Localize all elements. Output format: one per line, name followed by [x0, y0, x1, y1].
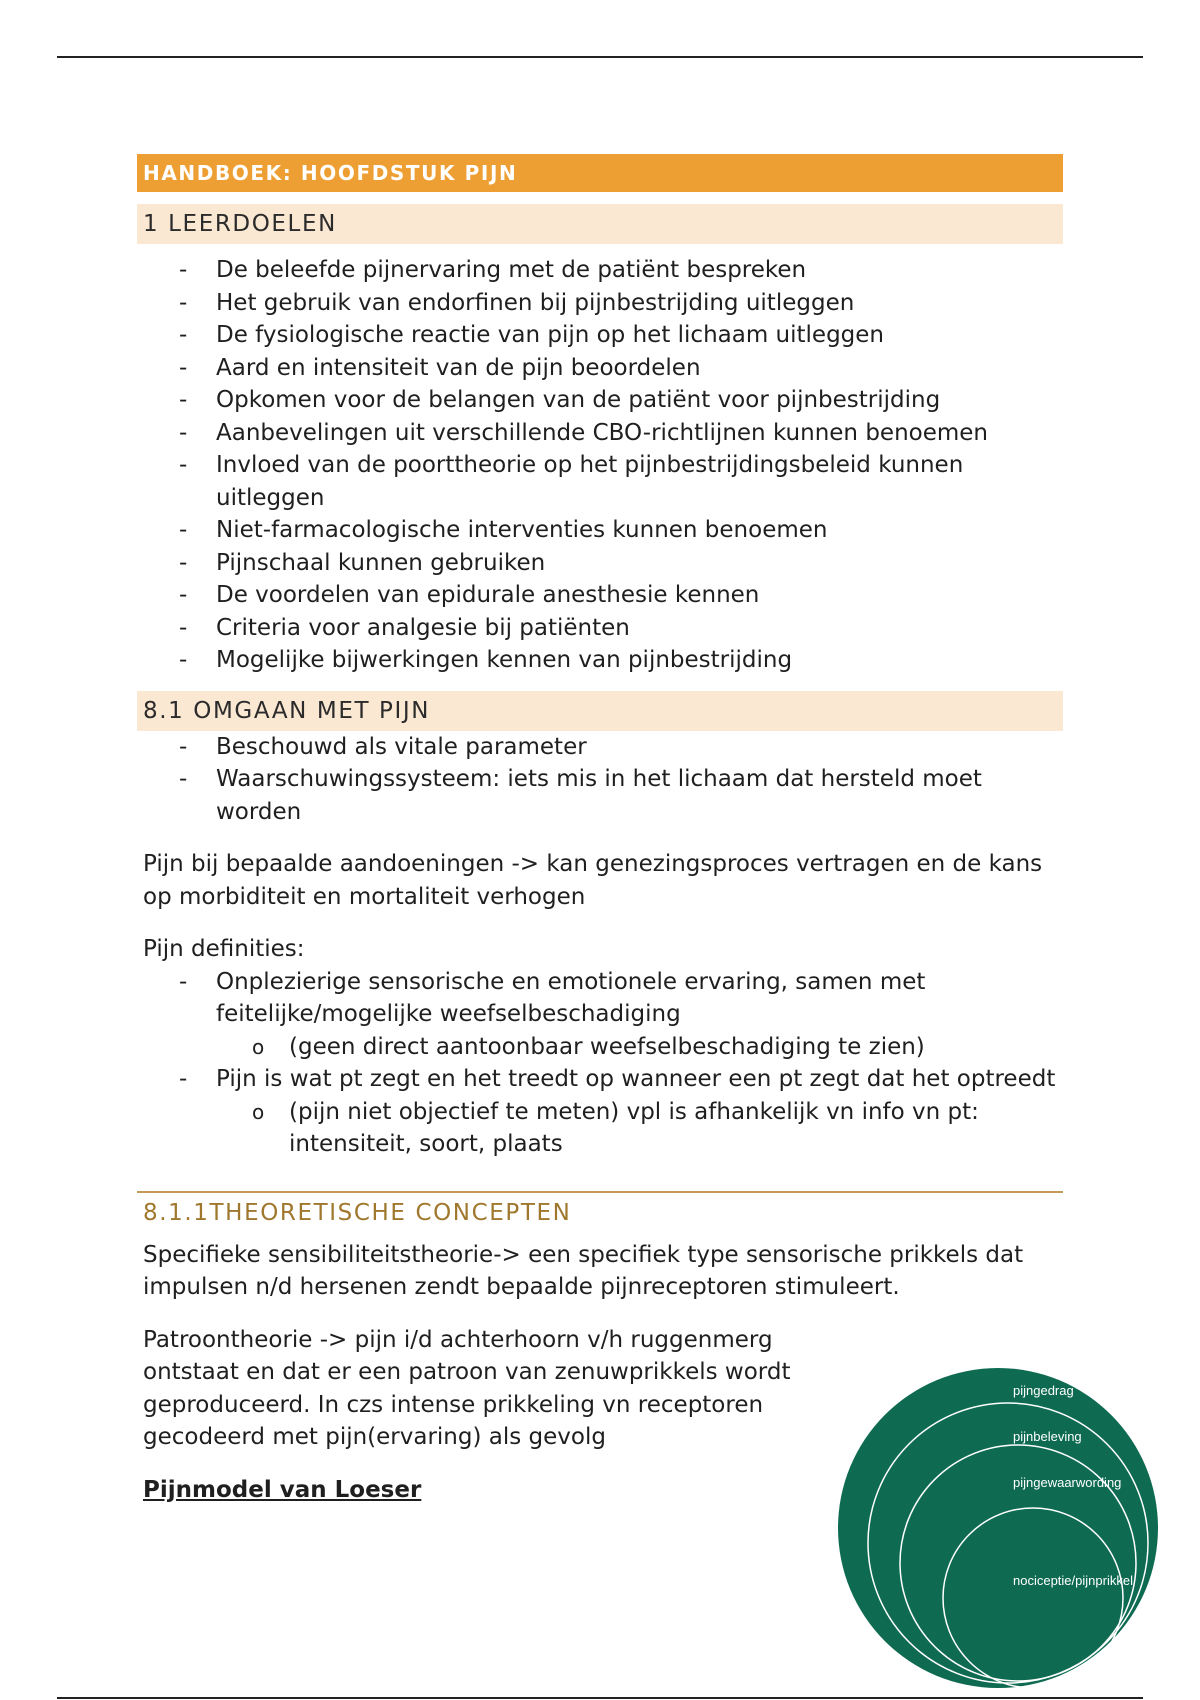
theory-section	[137, 1191, 1063, 1229]
definitions-label: Pijn definities:	[143, 936, 305, 962]
definition-sub-item: o (geen direct aantoonbaar weefselbeschadiging te zien)	[289, 1031, 1063, 1064]
loeser-model-heading: Pijnmodel van Loeser	[143, 1476, 422, 1503]
list-item: - Pijnschaal kunnen gebruiken	[216, 547, 1063, 580]
list-item: - Criteria voor analgesie bij patiënten	[216, 612, 1063, 645]
definition-text: Onplezierige sensorische en emotionele ervaring, samen met feitelijke/mogelijke weefselbeschadiging	[216, 968, 926, 1027]
list-item: - De beleefde pijnervaring met de patiënt bespreken	[216, 254, 1063, 287]
pattern-theory-paragraph: Patroontheorie -> pijn i/d achterhoorn v/h ruggenmerg ontstaat en dat er een patroon van zenuwprikkels wordt geproduceerd. In czs intense prikkeling vn receptoren gecodeerd met pijn(ervaring) als gevolg	[143, 1326, 791, 1450]
header-rule	[57, 56, 1143, 58]
definition-sub-list	[216, 1031, 1063, 1064]
pain-bullets	[137, 731, 1063, 829]
section-heading-leerdoelen: 1 LEERDOELEN	[137, 204, 1063, 244]
loeser-model-svg	[838, 1368, 1158, 1688]
list-item: - Aard en intensiteit van de pijn beoordelen	[216, 352, 1063, 385]
learning-goals-list	[137, 254, 1063, 677]
outer-circle	[838, 1368, 1158, 1688]
list-item: - Invloed van de poorttheorie op het pijnbestrijdingsbeleid kunnen uitleggen	[216, 449, 1063, 514]
layer-label-nociceptie: nociceptie/pijnprikkel	[1013, 1573, 1133, 1588]
footer-rule	[57, 1697, 1143, 1699]
definition-item	[216, 1063, 1063, 1161]
list-item: - Beschouwd als vitale parameter	[216, 731, 1063, 764]
specific-theory-paragraph: Specifieke sensibiliteitstheorie-> een specifiek type sensorische prikkels dat impulsen n/d hersenen zendt bepaalde pijnreceptoren stimuleert.	[143, 1241, 1024, 1300]
page-content	[137, 154, 1063, 1506]
layer-label-pijnbeleving: pijnbeleving	[1013, 1429, 1082, 1444]
list-item: - De voordelen van epidurale anesthesie kennen	[216, 579, 1063, 612]
definitions-list	[137, 966, 1063, 1161]
list-item: - Aanbevelingen uit verschillende CBO-richtlijnen kunnen benoemen	[216, 417, 1063, 450]
layer-label-pijngewaarwording: pijngewaarwording	[1013, 1475, 1122, 1490]
list-item: - Niet-farmacologische interventies kunnen benoemen	[216, 514, 1063, 547]
list-item: - Het gebruik van endorfinen bij pijnbestrijding uitleggen	[216, 287, 1063, 320]
definition-sub-list	[216, 1096, 1063, 1161]
definition-text: Pijn is wat pt zegt en het treedt op wanneer een pt zegt dat het optreedt	[216, 1066, 1056, 1092]
loeser-model-diagram	[838, 1368, 1158, 1688]
list-item: - Mogelijke bijwerkingen kennen van pijnbestrijding	[216, 644, 1063, 677]
section-heading-theoretische-concepten: 8.1.1THEORETISCHE CONCEPTEN	[143, 1199, 572, 1226]
definition-sub-item: o (pijn niet objectief te meten) vpl is afhankelijk vn info vn pt: intensiteit, soort, plaats	[289, 1096, 1063, 1161]
definition-item	[216, 966, 1063, 1064]
chapter-title: HANDBOEK: HOOFDSTUK PIJN	[137, 154, 1063, 192]
section-heading-omgaan-met-pijn: 8.1 OMGAAN MET PIJN	[137, 691, 1063, 731]
list-item: - De fysiologische reactie van pijn op het lichaam uitleggen	[216, 319, 1063, 352]
layer-label-pijngedrag: pijngedrag	[1013, 1383, 1074, 1398]
list-item: - Opkomen voor de belangen van de patiënt voor pijnbestrijding	[216, 384, 1063, 417]
pain-paragraph: Pijn bij bepaalde aandoeningen -> kan genezingsproces vertragen en de kans op morbiditeit en mortaliteit verhogen	[143, 851, 1043, 910]
list-item: - Waarschuwingssysteem: iets mis in het lichaam dat hersteld moet worden	[216, 763, 1063, 828]
